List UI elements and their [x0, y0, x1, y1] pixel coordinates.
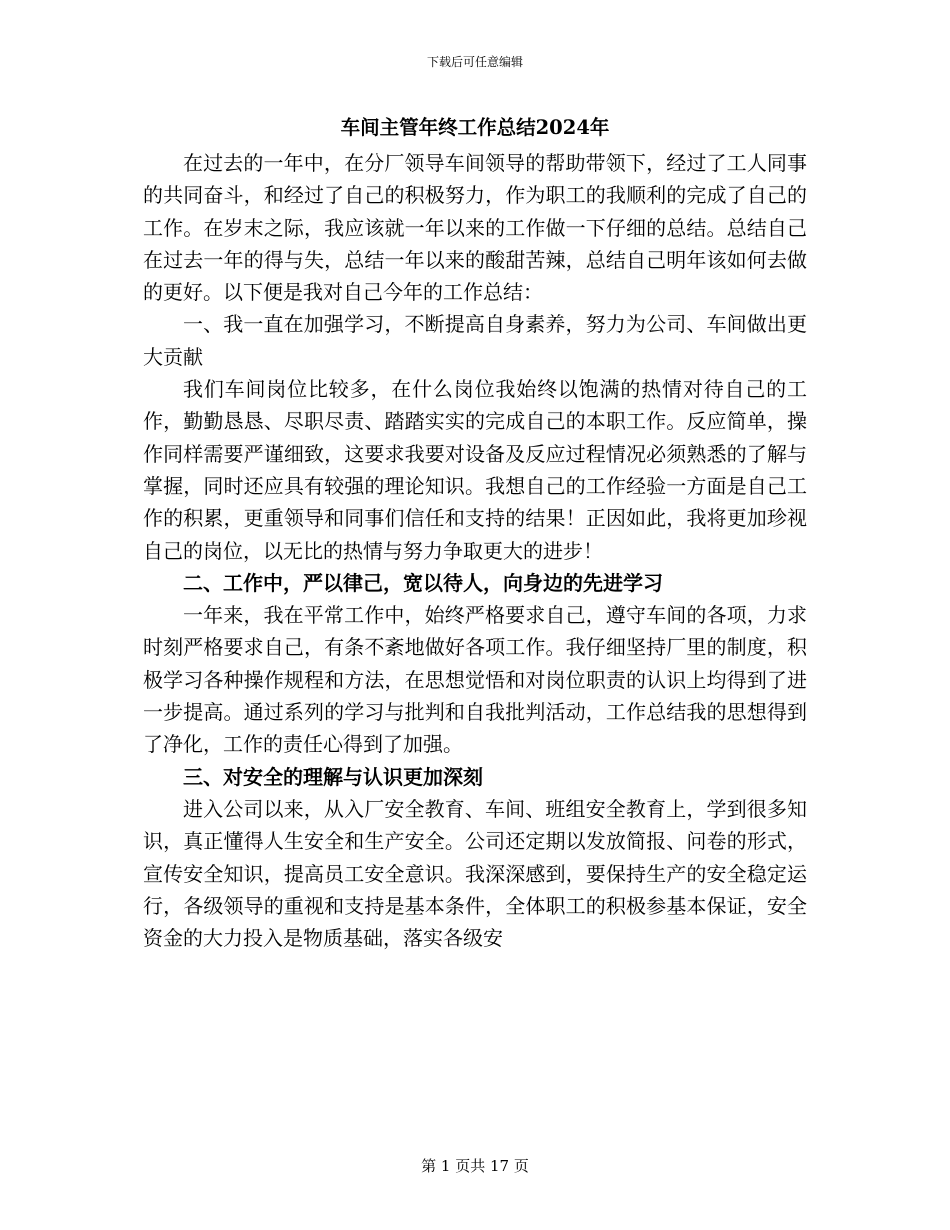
- section-three-heading: 三、对安全的理解与认识更加深刻: [183, 764, 483, 789]
- document-title: 车间主管年终工作总结2024年: [340, 116, 610, 139]
- document-body: [143, 147, 807, 954]
- paragraph-section-one-body: 我们车间岗位比较多，在什么岗位我始终以饱满的热情对待自己的工作，勤勤恳恳、尽职尽责、踏踏实实的完成自己的本职工作。反应简单，操作同样需要严谨细致，这要求我要对设备及反应过程情况必须熟悉的了解与掌握，同时还应具有较强的理论知识。我想自己的工作经验一方面是自己工作的积累，更重领导和同事们信任和支持的结果！正因如此，我将更加珍视自己的岗位，以无比的热情与努力争取更大的进步！: [143, 377, 807, 563]
- paragraph-section-one-heading: 一、我一直在加强学习，不断提高自身素养，努力为公司、车间做出更大贡献: [143, 312, 807, 369]
- paragraph-section-three-body: 进入公司以来，从入厂安全教育、车间、班组安全教育上，学到很多知识，真正懂得人生安全和生产安全。公司还定期以发放简报、问卷的形式，宣传安全知识，提高员工安全意识。我深深感到，要保持生产的安全稳定运行，各级领导的重视和支持是基本条件，全体职工的积极参基本保证，安全资金的大力投入是物质基础，落实各级安: [143, 796, 807, 951]
- paragraph-intro: 在过去的一年中，在分厂领导车间领导的帮助带领下，经过了工人同事的共同奋斗，和经过了自己的积极努力，作为职工的我顺利的完成了自己的工作。在岁末之际，我应该就一年以来的工作做一下仔细的总结。总结自己在过去一年的得与失，总结一年以来的酸甜苦辣，总结自己明年该如何去做的更好。以下便是我对自己今年的工作总结：: [143, 151, 807, 305]
- page-number-footer: 第 1 页共 17 页: [421, 1157, 529, 1175]
- page-header-note: 下载后可任意编辑: [426, 55, 523, 69]
- section-two-heading: 二、工作中，严以律己，宽以待人，向身边的先进学习: [183, 570, 663, 595]
- paragraph-section-two-body: 一年来，我在平常工作中，始终严格要求自己，遵守车间的各项，力求时刻严格要求自己，有条不紊地做好各项工作。我仔细坚持厂里的制度，积极学习各种操作规程和方法，在思想觉悟和对岗位职责的认识上均得到了进一步提高。通过系列的学习与批判和自我批判活动，工作总结我的思想得到了净化，工作的责任心得到了加强。: [143, 603, 807, 757]
